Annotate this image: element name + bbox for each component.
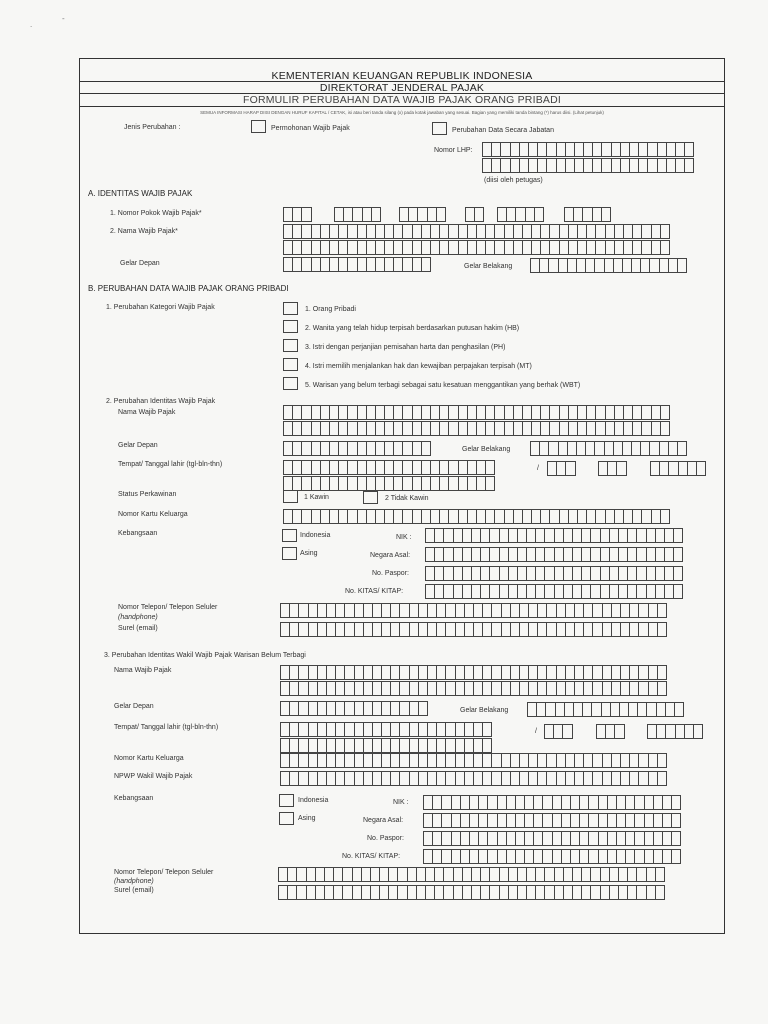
npwp-group-1[interactable] — [283, 207, 311, 222]
npwp-group-2[interactable] — [334, 207, 380, 222]
negara-c-boxes[interactable] — [423, 813, 680, 828]
kk-c-boxes[interactable] — [280, 753, 666, 768]
nama-c-boxes-row2[interactable] — [280, 681, 666, 696]
thn-b-boxes[interactable] — [650, 461, 705, 476]
char-box[interactable] — [657, 603, 667, 618]
kategori-option-5: 5. Warisan yang belum terbagi sebagai satu kesatuan menggantikan yang berhak (WBT) — [305, 382, 581, 389]
kk-b-boxes[interactable] — [283, 509, 669, 524]
permohonan-checkbox[interactable] — [251, 120, 266, 133]
header-divider — [79, 106, 725, 107]
char-box[interactable] — [657, 771, 667, 786]
kitas-c-label: No. KITAS/ KITAP: — [342, 853, 401, 860]
kitas-b-label: No. KITAS/ KITAP: — [345, 588, 404, 595]
gelar-depan-c-label: Gelar Depan — [114, 703, 154, 710]
indonesia-b-checkbox[interactable] — [282, 529, 297, 542]
asing-b-label: Asing — [300, 550, 318, 557]
gelar-depan-a-label: Gelar Depan — [120, 260, 160, 267]
asing-c-label: Asing — [298, 815, 316, 822]
npwp-wakil-label: NPWP Wakil Wajib Pajak — [114, 773, 193, 780]
kategori-option-1: 1. Orang Pribadi — [305, 306, 356, 313]
nama-b-label: Nama Wajib Pajak — [118, 409, 176, 416]
asing-c-checkbox[interactable] — [279, 812, 294, 825]
char-box[interactable] — [482, 738, 492, 753]
kategori-option-2: 2. Wanita yang telah hidup terpisah berdasarkan putusan hakim (HB) — [305, 325, 520, 332]
char-box[interactable] — [660, 224, 670, 239]
gelar-belakang-a-label: Gelar Belakang — [464, 263, 513, 270]
char-box[interactable] — [657, 665, 667, 680]
char-box[interactable] — [660, 421, 670, 436]
tidak-kawin-checkbox[interactable] — [363, 491, 378, 504]
negara-b-boxes[interactable] — [425, 547, 682, 562]
scan-speck: - — [62, 14, 65, 23]
telepon-b-label: Nomor Telepon/ Telepon Seluler — [118, 604, 218, 611]
char-box[interactable] — [485, 476, 495, 491]
nama-wp-label: 2. Nama Wajib Pajak* — [110, 228, 178, 235]
char-box[interactable] — [655, 867, 665, 882]
kitas-c-boxes[interactable] — [423, 849, 680, 864]
char-box[interactable] — [565, 461, 575, 476]
kategori-checkbox-3[interactable] — [283, 339, 298, 352]
section-a-title: A. IDENTITAS WAJIB PAJAK — [88, 189, 193, 198]
char-box[interactable] — [601, 207, 611, 222]
handphone-b-label: (handphone) — [118, 614, 158, 621]
char-box[interactable] — [482, 722, 492, 737]
asing-b-checkbox[interactable] — [282, 547, 297, 560]
gelar-depan-a-boxes[interactable] — [283, 257, 430, 272]
tgl-c-boxes[interactable] — [544, 724, 572, 739]
nama-b-boxes-row2[interactable] — [283, 421, 669, 436]
nik-b-boxes[interactable] — [425, 528, 682, 543]
thn-c-boxes[interactable] — [647, 724, 702, 739]
nama-c-boxes-row1[interactable] — [280, 665, 666, 680]
npwp-group-6[interactable] — [564, 207, 610, 222]
kategori-option-4: 4. Istri memilih menjalankan hak dan kewajiban perpajakan terpisah (MT) — [305, 363, 532, 370]
jenis-label: Jenis Perubahan : — [124, 124, 181, 131]
char-box[interactable] — [657, 753, 667, 768]
surel-c-label: Surel (email) — [114, 887, 154, 894]
char-box[interactable] — [684, 142, 694, 157]
char-box[interactable] — [474, 207, 484, 222]
tempat-b-boxes-row1[interactable] — [283, 460, 494, 475]
tgl-b-boxes[interactable] — [547, 461, 575, 476]
char-box[interactable] — [673, 528, 683, 543]
kk-b-label: Nomor Kartu Keluarga — [118, 511, 188, 518]
kategori-option-3: 3. Istri dengan perjanjian pemisahan harta dan penghasilan (PH) — [305, 344, 506, 351]
kawin-checkbox[interactable] — [283, 490, 298, 503]
nik-b-label: NIK : — [396, 534, 412, 541]
gelar-belakang-b-boxes[interactable] — [530, 441, 686, 456]
tempat-c-boxes-row2[interactable] — [280, 738, 491, 753]
surel-c-boxes[interactable] — [278, 885, 664, 900]
lhp-label: Nomor LHP: — [434, 147, 473, 154]
kategori-checkbox-1[interactable] — [283, 302, 298, 315]
gelar-belakang-b-label: Gelar Belakang — [462, 446, 511, 453]
telepon-c-boxes[interactable] — [278, 867, 664, 882]
tempat-b-boxes-row2[interactable] — [283, 476, 494, 491]
npwp-wakil-boxes[interactable] — [280, 771, 666, 786]
scan-speck: . — [30, 20, 33, 29]
handphone-c-label: (handphone) — [114, 878, 154, 885]
gelar-belakang-c-boxes[interactable] — [527, 702, 683, 717]
npwp-group-3[interactable] — [399, 207, 445, 222]
paspor-b-label: No. Paspor: — [372, 570, 409, 577]
paspor-b-boxes[interactable] — [425, 566, 682, 581]
char-box[interactable] — [673, 566, 683, 581]
npwp-label: 1. Nomor Pokok Wajib Pajak* — [110, 210, 202, 217]
char-box[interactable] — [660, 405, 670, 420]
wakil-title: 3. Perubahan Identitas Wakil Wajib Pajak Warisan Belum Terbagi — [104, 652, 306, 659]
npwp-group-5[interactable] — [497, 207, 543, 222]
indonesia-b-label: Indonesia — [300, 532, 331, 539]
char-box[interactable] — [562, 724, 572, 739]
negara-c-label: Negara Asal: — [363, 817, 404, 824]
kategori-label: 1. Perubahan Kategori Wajib Pajak — [106, 304, 215, 311]
char-box[interactable] — [421, 441, 431, 456]
char-box[interactable] — [614, 724, 624, 739]
jabatan-checkbox[interactable] — [432, 122, 447, 135]
nama-wp-boxes-row2[interactable] — [283, 240, 669, 255]
char-box[interactable] — [673, 584, 683, 599]
telepon-b-boxes[interactable] — [280, 603, 666, 618]
kebangsaan-b-label: Kebangsaan — [118, 530, 158, 537]
gelar-depan-b-boxes[interactable] — [283, 441, 430, 456]
char-box[interactable] — [671, 813, 681, 828]
surel-b-boxes[interactable] — [280, 622, 666, 637]
char-box[interactable] — [671, 831, 681, 846]
char-box[interactable] — [677, 258, 687, 273]
gelar-belakang-a-boxes[interactable] — [530, 258, 686, 273]
permohonan-label: Permohonan Wajib Pajak — [271, 125, 350, 132]
gelar-depan-b-label: Gelar Depan — [118, 442, 158, 449]
gelar-depan-c-boxes[interactable] — [280, 701, 427, 716]
paspor-c-boxes[interactable] — [423, 831, 680, 846]
ttl-separator: / — [537, 465, 539, 472]
kategori-checkbox-5[interactable] — [283, 377, 298, 390]
tempat-c-boxes-row1[interactable] — [280, 722, 491, 737]
char-box[interactable] — [421, 257, 431, 272]
char-box[interactable] — [657, 681, 667, 696]
char-box[interactable] — [655, 885, 665, 900]
char-box[interactable] — [674, 702, 684, 717]
lhp-boxes-row1[interactable] — [482, 142, 693, 157]
char-box[interactable] — [696, 461, 706, 476]
char-box[interactable] — [671, 795, 681, 810]
npwp-group-4[interactable] — [465, 207, 483, 222]
char-box[interactable] — [673, 547, 683, 562]
char-box[interactable] — [657, 622, 667, 637]
nama-c-label: Nama Wajib Pajak — [114, 667, 172, 674]
instruction-text: SEMUA INFORMASI HARAP DIISI DENGAN HURUF KAPITAL / CETAK, isi atau beri tanda silang (x) pada kotak jawaban yang sesuai. Bagian yang memiliki tanda bintang (*) harus diisi. (Lihat petunjuk) — [200, 110, 604, 115]
nik-c-label: NIK : — [393, 799, 409, 806]
char-box[interactable] — [684, 158, 694, 173]
ministry-title: KEMENTERIAN KEUANGAN REPUBLIK INDONESIA — [271, 70, 533, 82]
char-box[interactable] — [671, 849, 681, 864]
ttl-b-label: Tempat/ Tanggal lahir (tgl-bln-thn) — [118, 461, 223, 468]
kk-c-label: Nomor Kartu Keluarga — [114, 755, 184, 762]
identitas-title: 2. Perubahan Identitas Wajib Pajak — [106, 398, 216, 405]
directorate-title: DIREKTORAT JENDERAL PAJAK — [319, 82, 485, 94]
ttl-c-label: Tempat/ Tanggal lahir (tgl-bln-thn) — [114, 724, 219, 731]
surel-b-label: Surel (email) — [118, 625, 158, 632]
paspor-c-label: No. Paspor: — [367, 835, 404, 842]
char-box[interactable] — [660, 240, 670, 255]
char-box[interactable] — [436, 207, 446, 222]
kategori-checkbox-4[interactable] — [283, 358, 298, 371]
tidak-kawin-label: 2 Tidak Kawin — [385, 495, 429, 502]
section-b-title: B. PERUBAHAN DATA WAJIB PAJAK ORANG PRIBADI — [88, 284, 289, 293]
kitas-b-boxes[interactable] — [425, 584, 682, 599]
char-box[interactable] — [693, 724, 703, 739]
bln-c-boxes[interactable] — [596, 724, 624, 739]
char-box[interactable] — [677, 441, 687, 456]
negara-b-label: Negara Asal: — [370, 552, 411, 559]
char-box[interactable] — [485, 460, 495, 475]
char-box[interactable] — [534, 207, 544, 222]
lhp-note: (diisi oleh petugas) — [484, 177, 543, 184]
bln-b-boxes[interactable] — [598, 461, 626, 476]
lhp-boxes-row2[interactable] — [482, 158, 693, 173]
nik-c-boxes[interactable] — [423, 795, 680, 810]
indonesia-c-checkbox[interactable] — [279, 794, 294, 807]
ttl-c-separator: / — [535, 728, 537, 735]
form-title: FORMULIR PERUBAHAN DATA WAJIB PAJAK ORANG PRIBADI — [242, 94, 562, 106]
char-box[interactable] — [371, 207, 381, 222]
kategori-checkbox-2[interactable] — [283, 320, 298, 333]
char-box[interactable] — [418, 701, 428, 716]
telepon-c-label: Nomor Telepon/ Telepon Seluler — [114, 869, 214, 876]
status-label: Status Perkawinan — [118, 491, 177, 498]
kawin-label: 1 Kawin — [304, 494, 329, 501]
nama-wp-boxes-row1[interactable] — [283, 224, 669, 239]
kebangsaan-c-label: Kebangsaan — [114, 795, 154, 802]
jabatan-label: Perubahan Data Secara Jabatan — [452, 127, 554, 134]
char-box[interactable] — [660, 509, 670, 524]
gelar-belakang-c-label: Gelar Belakang — [460, 707, 509, 714]
indonesia-c-label: Indonesia — [298, 797, 329, 804]
char-box[interactable] — [301, 207, 311, 222]
nama-b-boxes-row1[interactable] — [283, 405, 669, 420]
char-box[interactable] — [616, 461, 626, 476]
